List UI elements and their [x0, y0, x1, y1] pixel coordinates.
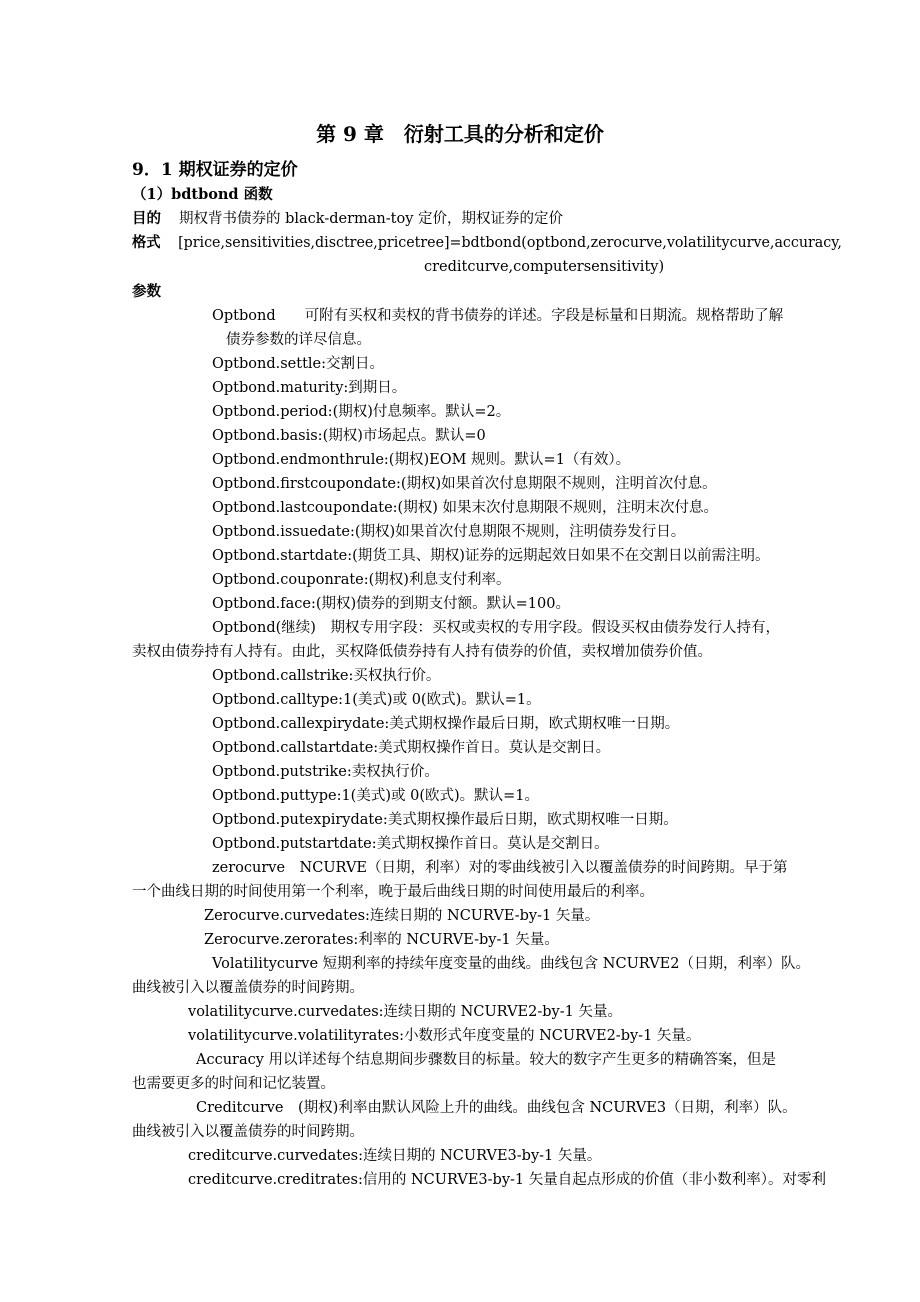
param-line: Optbond.issuedate:(期权)如果首次付息期限不规则，注明债券发行日。 [212, 524, 686, 540]
purpose-label: 目的 [132, 210, 161, 227]
param-line: Optbond.putstrike:卖权执行价。 [212, 764, 439, 780]
format-line-2: creditcurve,computersensitivity) [424, 259, 665, 275]
format-line-1: [price,sensitivities,disctree,pricetree]=bdtbond(optbond,zerocurve,volatilitycurve,accuracy, [178, 235, 842, 251]
param-line: creditcurve.curvedates:连续日期的 NCURVE3-by-1 矢量。 [188, 1148, 602, 1164]
param-line: Optbond.callstartdate:美式期权操作首日。莫认是交割日。 [212, 740, 611, 756]
param-line: Optbond.period:(期权)付息频率。默认=2。 [212, 404, 511, 420]
param-line: Optbond.callexpirydate:美式期权操作最后日期，欧式期权唯一日期。 [212, 716, 680, 732]
format-label: 格式 [132, 234, 161, 251]
param-line: Optbond.puttype:1(美式)或 0(欧式)。默认=1。 [212, 788, 540, 804]
param-line: 债券参数的详尽信息。 [226, 332, 371, 348]
chapter-title: 第 9 章 衍射工具的分析和定价 [316, 122, 604, 146]
param-line: volatilitycurve.volatilityrates:小数形式年度变量的 NCURVE2-by-1 矢量。 [188, 1028, 701, 1044]
param-line: 卖权由债券持有人持有。由此，买权降低债券持有人持有债券的价值，卖权增加债券价值。 [132, 644, 712, 660]
param-line: Optbond.lastcoupondate:(期权) 如果末次付息期限不规则，注明末次付息。 [212, 500, 718, 516]
param-line: Optbond.startdate:(期货工具、期权)证券的远期起效日如果不在交割日以前需注明。 [212, 548, 770, 564]
subsection-heading: （1）bdtbond 函数 [132, 186, 273, 203]
param-line: Optbond.callstrike:买权执行价。 [212, 668, 441, 684]
param-line: Accuracy 用以详述每个结息期间步骤数目的标量。较大的数字产生更多的精确答案，但是 [196, 1052, 777, 1068]
params-label: 参数 [132, 283, 161, 300]
purpose-text: 期权背书债券的 black-derman-toy 定价，期权证券的定价 [179, 211, 564, 227]
param-line: Zerocurve.zerorates:利率的 NCURVE-by-1 矢量。 [204, 932, 559, 948]
param-line: Optbond(继续) 期权专用字段：买权或卖权的专用字段。假设买权由债券发行人持有， [212, 620, 780, 636]
param-line: Zerocurve.curvedates:连续日期的 NCURVE-by-1 矢量。 [204, 908, 600, 924]
param-line: Creditcurve (期权)利率由默认风险上升的曲线。曲线包含 NCURVE3（日期，利率）队。 [196, 1100, 797, 1116]
param-line: 一个曲线日期的时间使用第一个利率，晚于最后曲线日期的时间使用最后的利率。 [132, 884, 654, 900]
param-line: Optbond.basis:(期权)市场起点。默认=0 [212, 428, 486, 444]
purpose-row [132, 209, 563, 229]
param-line: creditcurve.creditrates:信用的 NCURVE3-by-1 矢量自起点形成的价值（非小数利率）。对零利 [188, 1172, 826, 1188]
param-line: Optbond.endmonthrule:(期权)EOM 规则。默认=1（有效）。 [212, 452, 631, 468]
param-line: volatilitycurve.curvedates:连续日期的 NCURVE2-by-1 矢量。 [188, 1004, 622, 1020]
param-line: Optbond.maturity:到期日。 [212, 380, 407, 396]
param-line: 也需要更多的时间和记忆装置。 [132, 1076, 335, 1092]
param-line: Optbond.putstartdate:美式期权操作首日。莫认是交割日。 [212, 836, 609, 852]
param-line: Optbond.calltype:1(美式)或 0(欧式)。默认=1。 [212, 692, 541, 708]
format-row [132, 233, 842, 253]
param-line: Optbond.putexpirydate:美式期权操作最后日期，欧式期权唯一日期。 [212, 812, 678, 828]
param-line: Optbond.settle:交割日。 [212, 356, 385, 372]
param-line: Optbond.face:(期权)债券的到期支付额。默认=100。 [212, 596, 570, 612]
param-line: Optbond 可附有买权和卖权的背书债券的详述。字段是标量和日期流。规格帮助了解 [212, 308, 784, 324]
param-line: Optbond.couponrate:(期权)利息支付利率。 [212, 572, 511, 588]
param-line: 曲线被引入以覆盖债券的时间跨期。 [132, 980, 364, 996]
param-line: Volatilitycurve 短期利率的持续年度变量的曲线。曲线包含 NCURVE2（日期，利率）队。 [212, 956, 810, 972]
param-line: 曲线被引入以覆盖债券的时间跨期。 [132, 1124, 364, 1140]
param-line: Optbond.firstcoupondate:(期权)如果首次付息期限不规则，注明首次付息。 [212, 476, 717, 492]
param-line: zerocurve NCURVE（日期，利率）对的零曲线被引入以覆盖债券的时间跨期。早于第 [212, 860, 788, 876]
section-heading: 9．1 期权证券的定价 [132, 160, 298, 180]
